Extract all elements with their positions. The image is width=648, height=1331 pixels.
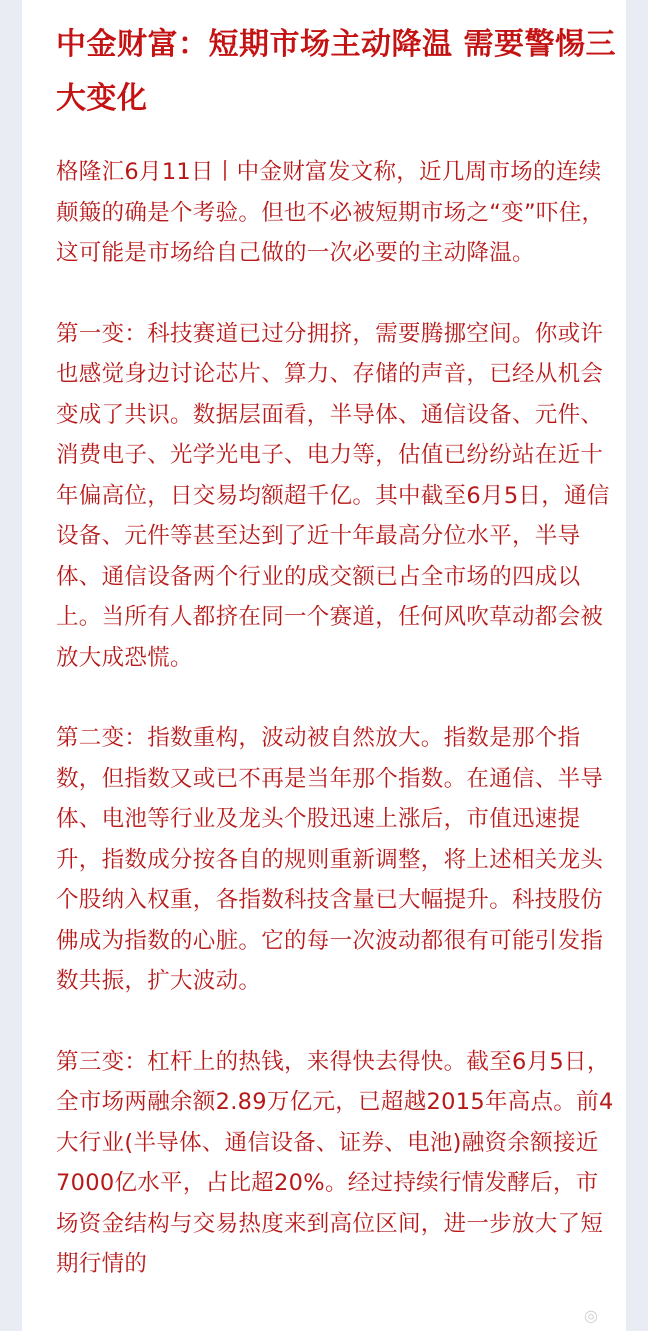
article-content <box>56 18 616 1285</box>
paragraph-change-1: 第一变：科技赛道已过分拥挤，需要腾挪空间。你或许也感觉身边讨论芯片、算力、存储的声音，已经从机会变成了共识。数据层面看，半导体、通信设备、元件、消费电子、光学光电子、电力等，估值已纷纷站在近十年偏高位，日交易均额超千亿。其中截至6月5日，通信设备、元件等甚至达到了近十年最高分位水平，半导体、通信设备两个行业的成交额已占全市场的四成以上。当所有人都挤在同一个赛道，任何风吹草动都会被放大成恐慌。 <box>56 320 610 671</box>
article-title: 中金财富：短期市场主动降温 需要警惕三大变化 <box>56 27 616 116</box>
watermark-icon: ◎ <box>584 1306 598 1325</box>
paragraph-change-2: 第二变：指数重构，波动被自然放大。指数是那个指数，但指数又或已不再是当年那个指数。在通信、半导体、电池等行业及龙头个股迅速上涨后，市值迅速提升，指数成分按各自的规则重新调整，将上述相关龙头个股纳入权重，各指数科技含量已大幅提升。科技股仿佛成为指数的心脏。它的每一次波动都很有可能引发指数共振，扩大波动。 <box>56 725 604 994</box>
paragraph-change-3: 第三变：杠杆上的热钱，来得快去得快。截至6月5日，全市场两融余额2.89万亿元，已超越2015年高点。前4大行业(半导体、通信设备、证券、电池)融资余额接近7000亿水平，占比超20%。经过持续行情发酵后，市场资金结构与交易热度来到高位区间，进一步放大了短期行情的 <box>56 1048 614 1277</box>
article-page <box>22 0 626 1331</box>
paragraph-intro: 格隆汇6月11日丨中金财富发文称，近几周市场的连续颠簸的确是个考验。但也不必被短期市场之“变”吓住，这可能是市场给自己做的一次必要的主动降温。 <box>56 159 605 266</box>
